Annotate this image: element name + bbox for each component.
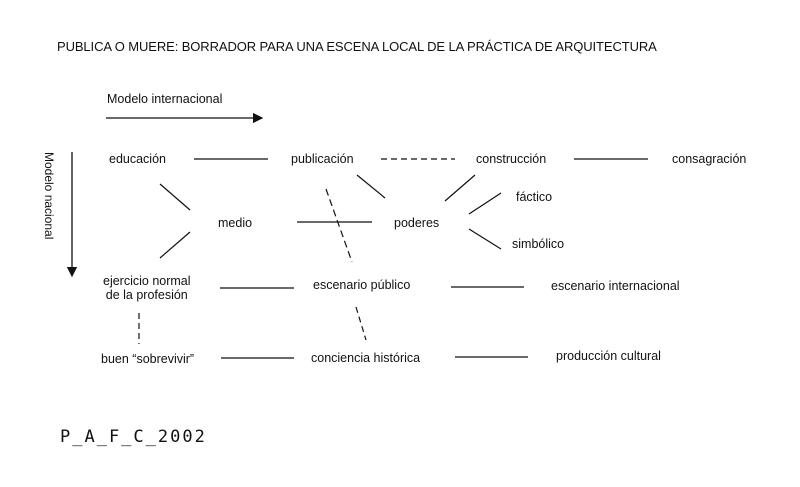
link-escenario-conciencia-dashed (356, 307, 366, 340)
node-escenario-internacional: escenario internacional (551, 279, 680, 293)
author-signature: P_A_F_C_2002 (60, 427, 207, 447)
axis-label-modelo-internacional: Modelo internacional (107, 92, 223, 106)
node-poderes: poderes (394, 216, 440, 230)
link-educacion-medio (160, 184, 190, 210)
node-publicacion: publicación (291, 152, 354, 166)
node-consagracion: consagración (672, 152, 747, 166)
node-ejercicio-line1: ejercicio normal (103, 274, 191, 288)
node-educacion: educación (109, 152, 166, 166)
node-escenario-publico: escenario público (313, 278, 411, 292)
node-ejercicio (103, 274, 191, 302)
link-poderes-simbolico (469, 229, 501, 249)
link-publicacion-poderes (357, 175, 385, 198)
node-factico: fáctico (516, 190, 553, 204)
node-medio: medio (218, 216, 253, 230)
node-ejercicio-line2: de la profesión (105, 288, 188, 302)
link-publicacion-escenario-dashed (326, 189, 352, 262)
link-construccion-poderes (445, 175, 475, 201)
axis-label-modelo-nacional: Modelo nacional (42, 152, 56, 240)
link-medio-ejercicio (160, 232, 190, 258)
diagram-title: PUBLICA O MUERE: BORRADOR PARA UNA ESCENA LOCAL DE LA PRÁCTICA DE ARQUITECTURA (57, 39, 657, 54)
node-simbolico: simbólico (512, 237, 565, 251)
node-buen-sobrevivir: buen “sobrevivir” (101, 352, 195, 366)
node-construccion: construcción (476, 152, 547, 166)
link-poderes-factico (469, 193, 501, 214)
node-produccion-cultural: producción cultural (556, 349, 661, 363)
node-conciencia-historica: conciencia histórica (311, 351, 421, 365)
